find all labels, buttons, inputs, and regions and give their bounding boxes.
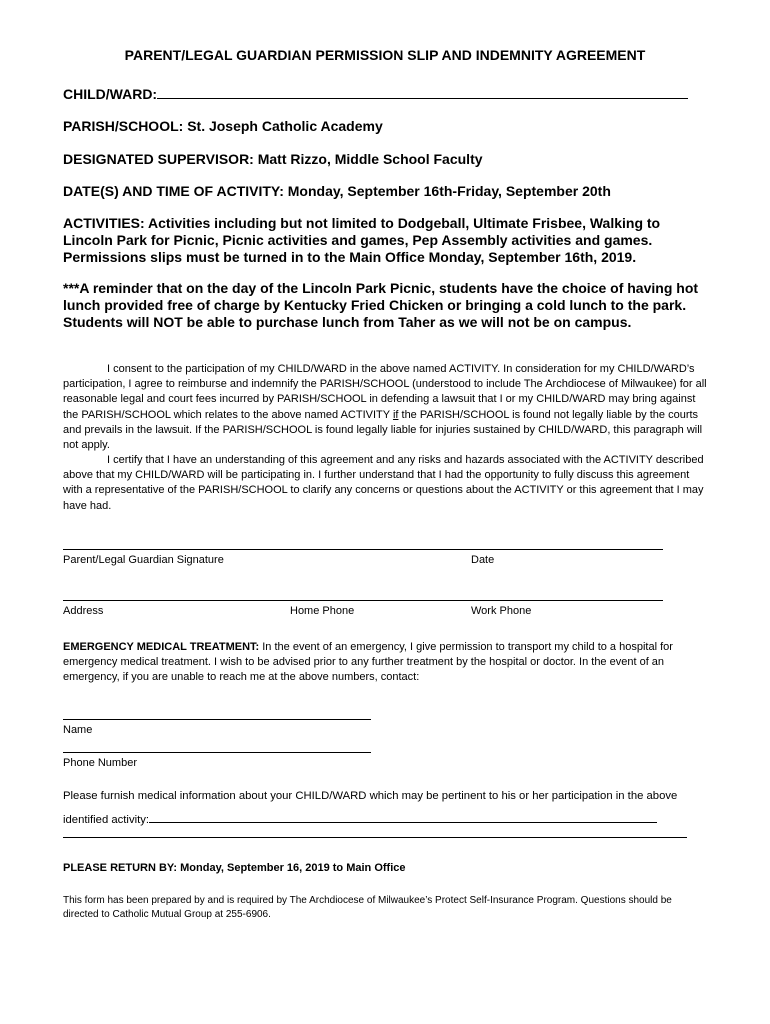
work-phone-label: Work Phone [471,605,532,617]
medical-info-line[interactable] [63,837,687,838]
lunch-reminder: ***A reminder that on the day of the Lincoln Park Picnic, students have the choice of having hot lunch provided free of charge by Kentucky Fried Chicken or bringing a cold lunch to the park. Students will NOT be able to purchase lunch from Taher as we will not be on campus. [63,280,699,330]
name-line[interactable] [63,719,371,720]
child-ward-field[interactable] [157,86,688,99]
child-ward-label: CHILD/WARD: [63,86,158,102]
child-ward-row [63,86,688,103]
address-phone-line[interactable] [63,600,663,601]
identified-activity-row [63,810,657,826]
address-label: Address [63,605,104,617]
emergency-heading: EMERGENCY MEDICAL TREATMENT: [63,641,260,653]
name-label: Name [63,724,93,736]
identified-activity-field[interactable] [149,810,657,823]
consent-paragraph: I consent to the participation of my CHILD/WARD in the above named ACTIVITY. In consideration for my CHILD/WARD’s participation, I agree to reimburse and indemnify the PARISH/SCHOOL (understood to include The Archdiocese of Milwaukee) for all reasonable legal and court fees incurred by PARISH/SCHOOL in defending a lawsuit that I or my CHILD/WARD may bring against the PARISH/SCHOOL which relates to the above named ACTIVITY if the PARISH/SCHOOL is found not legally liable by the courts and prevails in the lawsuit. If the PARISH/SCHOOL is found legally liable for injuries sustained by CHILD/WARD, this paragraph will not apply. [63,363,707,452]
footer-note: This form has been prepared by and is required by The Archdiocese of Milwaukee’s Protect Self-Insurance Program. Questions should be directed to Catholic Mutual Group at 255-6906. [63,895,672,920]
phone-number-line[interactable] [63,752,371,753]
identified-activity-label: identified activity: [63,814,150,826]
certify-paragraph: I certify that I have an understanding of this agreement and any risks and hazards associated with the ACTIVITY described above that my CHILD/WARD will be participating in. I further understand that I had the opportunity to fully discuss this agreement with a representative of the PARISH/SCHOOL to clarify any concerns or questions about the ACTIVITY or this agreement that I may have had. [63,454,704,512]
return-by: PLEASE RETURN BY: Monday, September 16, 2019 to Main Office [63,862,406,874]
date-label: Date [471,554,495,566]
signature-line[interactable] [63,549,663,550]
signature-label: Parent/Legal Guardian Signature [63,554,224,566]
medical-info-prompt: Please furnish medical information about your CHILD/WARD which may be pertinent to his or her participation in the above [63,790,678,802]
activities-description: ACTIVITIES: Activities including but not limited to Dodgeball, Ultimate Frisbee, Walking to Lincoln Park for Picnic, Picnic activities and games, Pep Assembly activities and games. Permissions slips must be turned in to the Main Office Monday, September 16th, 2019. [63,215,661,265]
parish-school: PARISH/SCHOOL: St. Joseph Catholic Academy [63,118,383,134]
emergency-paragraph: EMERGENCY MEDICAL TREATMENT: In the event of an emergency, I give permission to transport my child to a hospital for emergency medical treatment. I wish to be advised prior to any further treatment by the hospital or doctor. In the event of an emergency, if you are unable to reach me at the above numbers, contact: [63,641,673,684]
activity-dates: DATE(S) AND TIME OF ACTIVITY: Monday, September 16th-Friday, September 20th [63,183,611,199]
phone-number-label: Phone Number [63,757,137,769]
form-title: PARENT/LEGAL GUARDIAN PERMISSION SLIP AND INDEMNITY AGREEMENT [124,47,646,63]
home-phone-label: Home Phone [290,605,355,617]
designated-supervisor: DESIGNATED SUPERVISOR: Matt Rizzo, Middle School Faculty [63,151,483,167]
